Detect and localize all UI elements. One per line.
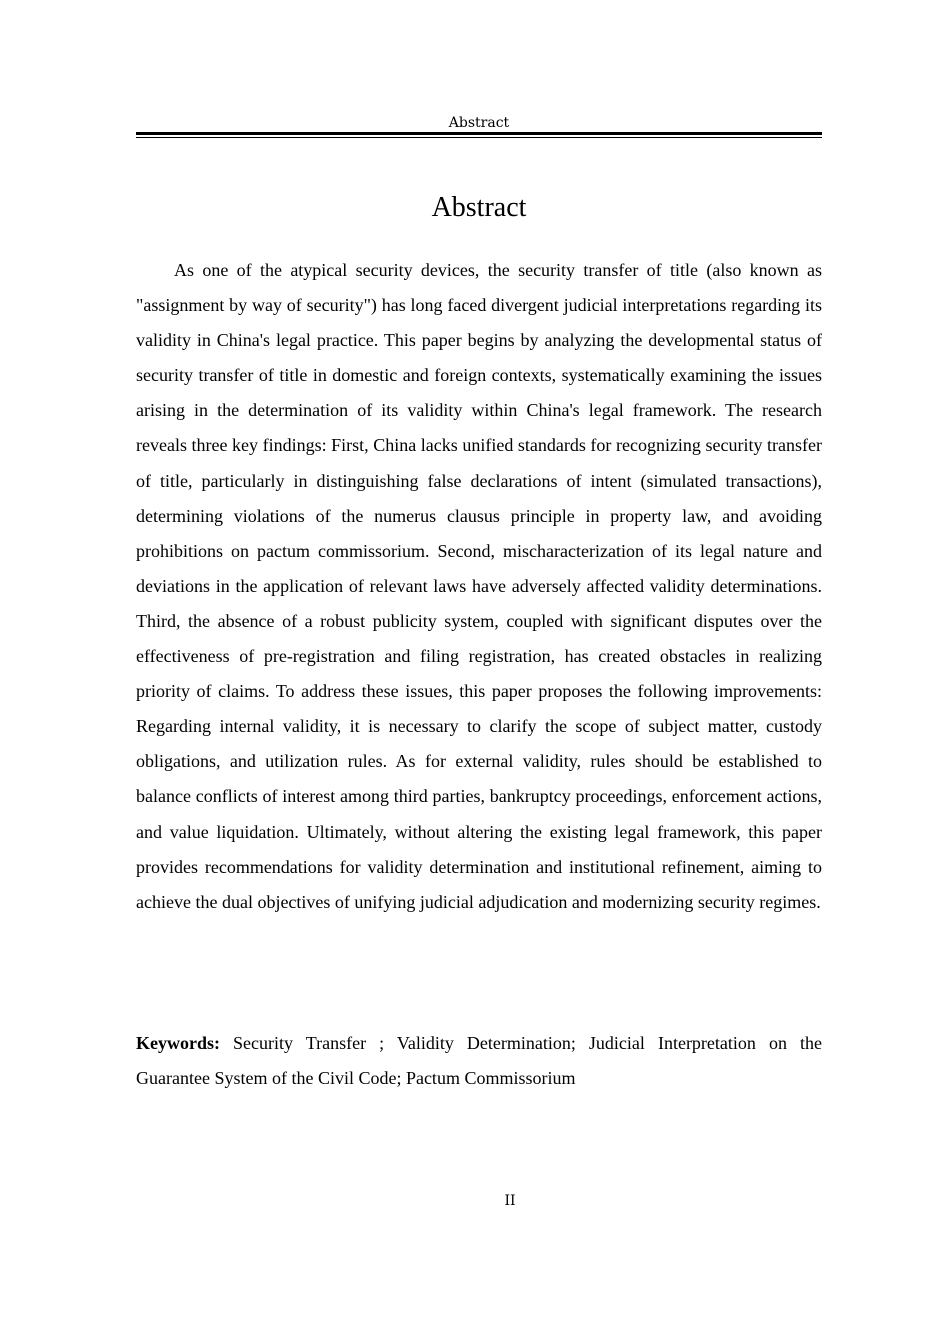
keywords-label: Keywords: [136, 1033, 220, 1053]
running-header: Abstract [448, 115, 510, 131]
header-rule-thick [136, 132, 822, 135]
header-rule-thin [136, 137, 822, 138]
keywords-text: Security Transfer ; Validity Determination; Judicial Interpretation on the Guarantee System of the Civil Code; Pactum Commissorium [136, 1033, 822, 1089]
keywords-line [136, 1026, 822, 1096]
page-title: Abstract [431, 192, 527, 223]
abstract-paragraph: As one of the atypical security devices, the security transfer of title (also known as "assignment by way of security") has long faced divergent judicial interpretations regarding its validity in China's legal practice. This paper begins by analyzing the developmental status of security transfer of title in domestic and foreign contexts, systematically examining the issues arising in the determination of its validity within China's legal framework. The research reveals three key findings: First, China lacks unified standards for recognizing security transfer of title, particularly in distinguishing false declarations of intent (simulated transactions), determining violations of the numerus clausus principle in property law, and avoiding prohibitions on pactum commissorium. Second, mischaracterization of its legal nature and deviations in the application of relevant laws have adversely affected validity determinations. Third, the absence of a robust publicity system, coupled with significant disputes over the effectiveness of pre-registration and filing registration, has created obstacles in realizing priority of claims. To address these issues, this paper proposes the following improvements: Regarding internal validity, it is necessary to clarify the scope of subject matter, custody obligations, and utilization rules. As for external validity, rules should be established to balance conflicts of interest among third parties, bankruptcy proceedings, enforcement actions, and value liquidation. Ultimately, without altering the existing legal framework, this paper provides recommendations for validity determination and institutional refinement, aiming to achieve the dual objectives of unifying judicial adjudication and modernizing security regimes. [136, 260, 822, 912]
page-number: II [504, 1193, 516, 1209]
